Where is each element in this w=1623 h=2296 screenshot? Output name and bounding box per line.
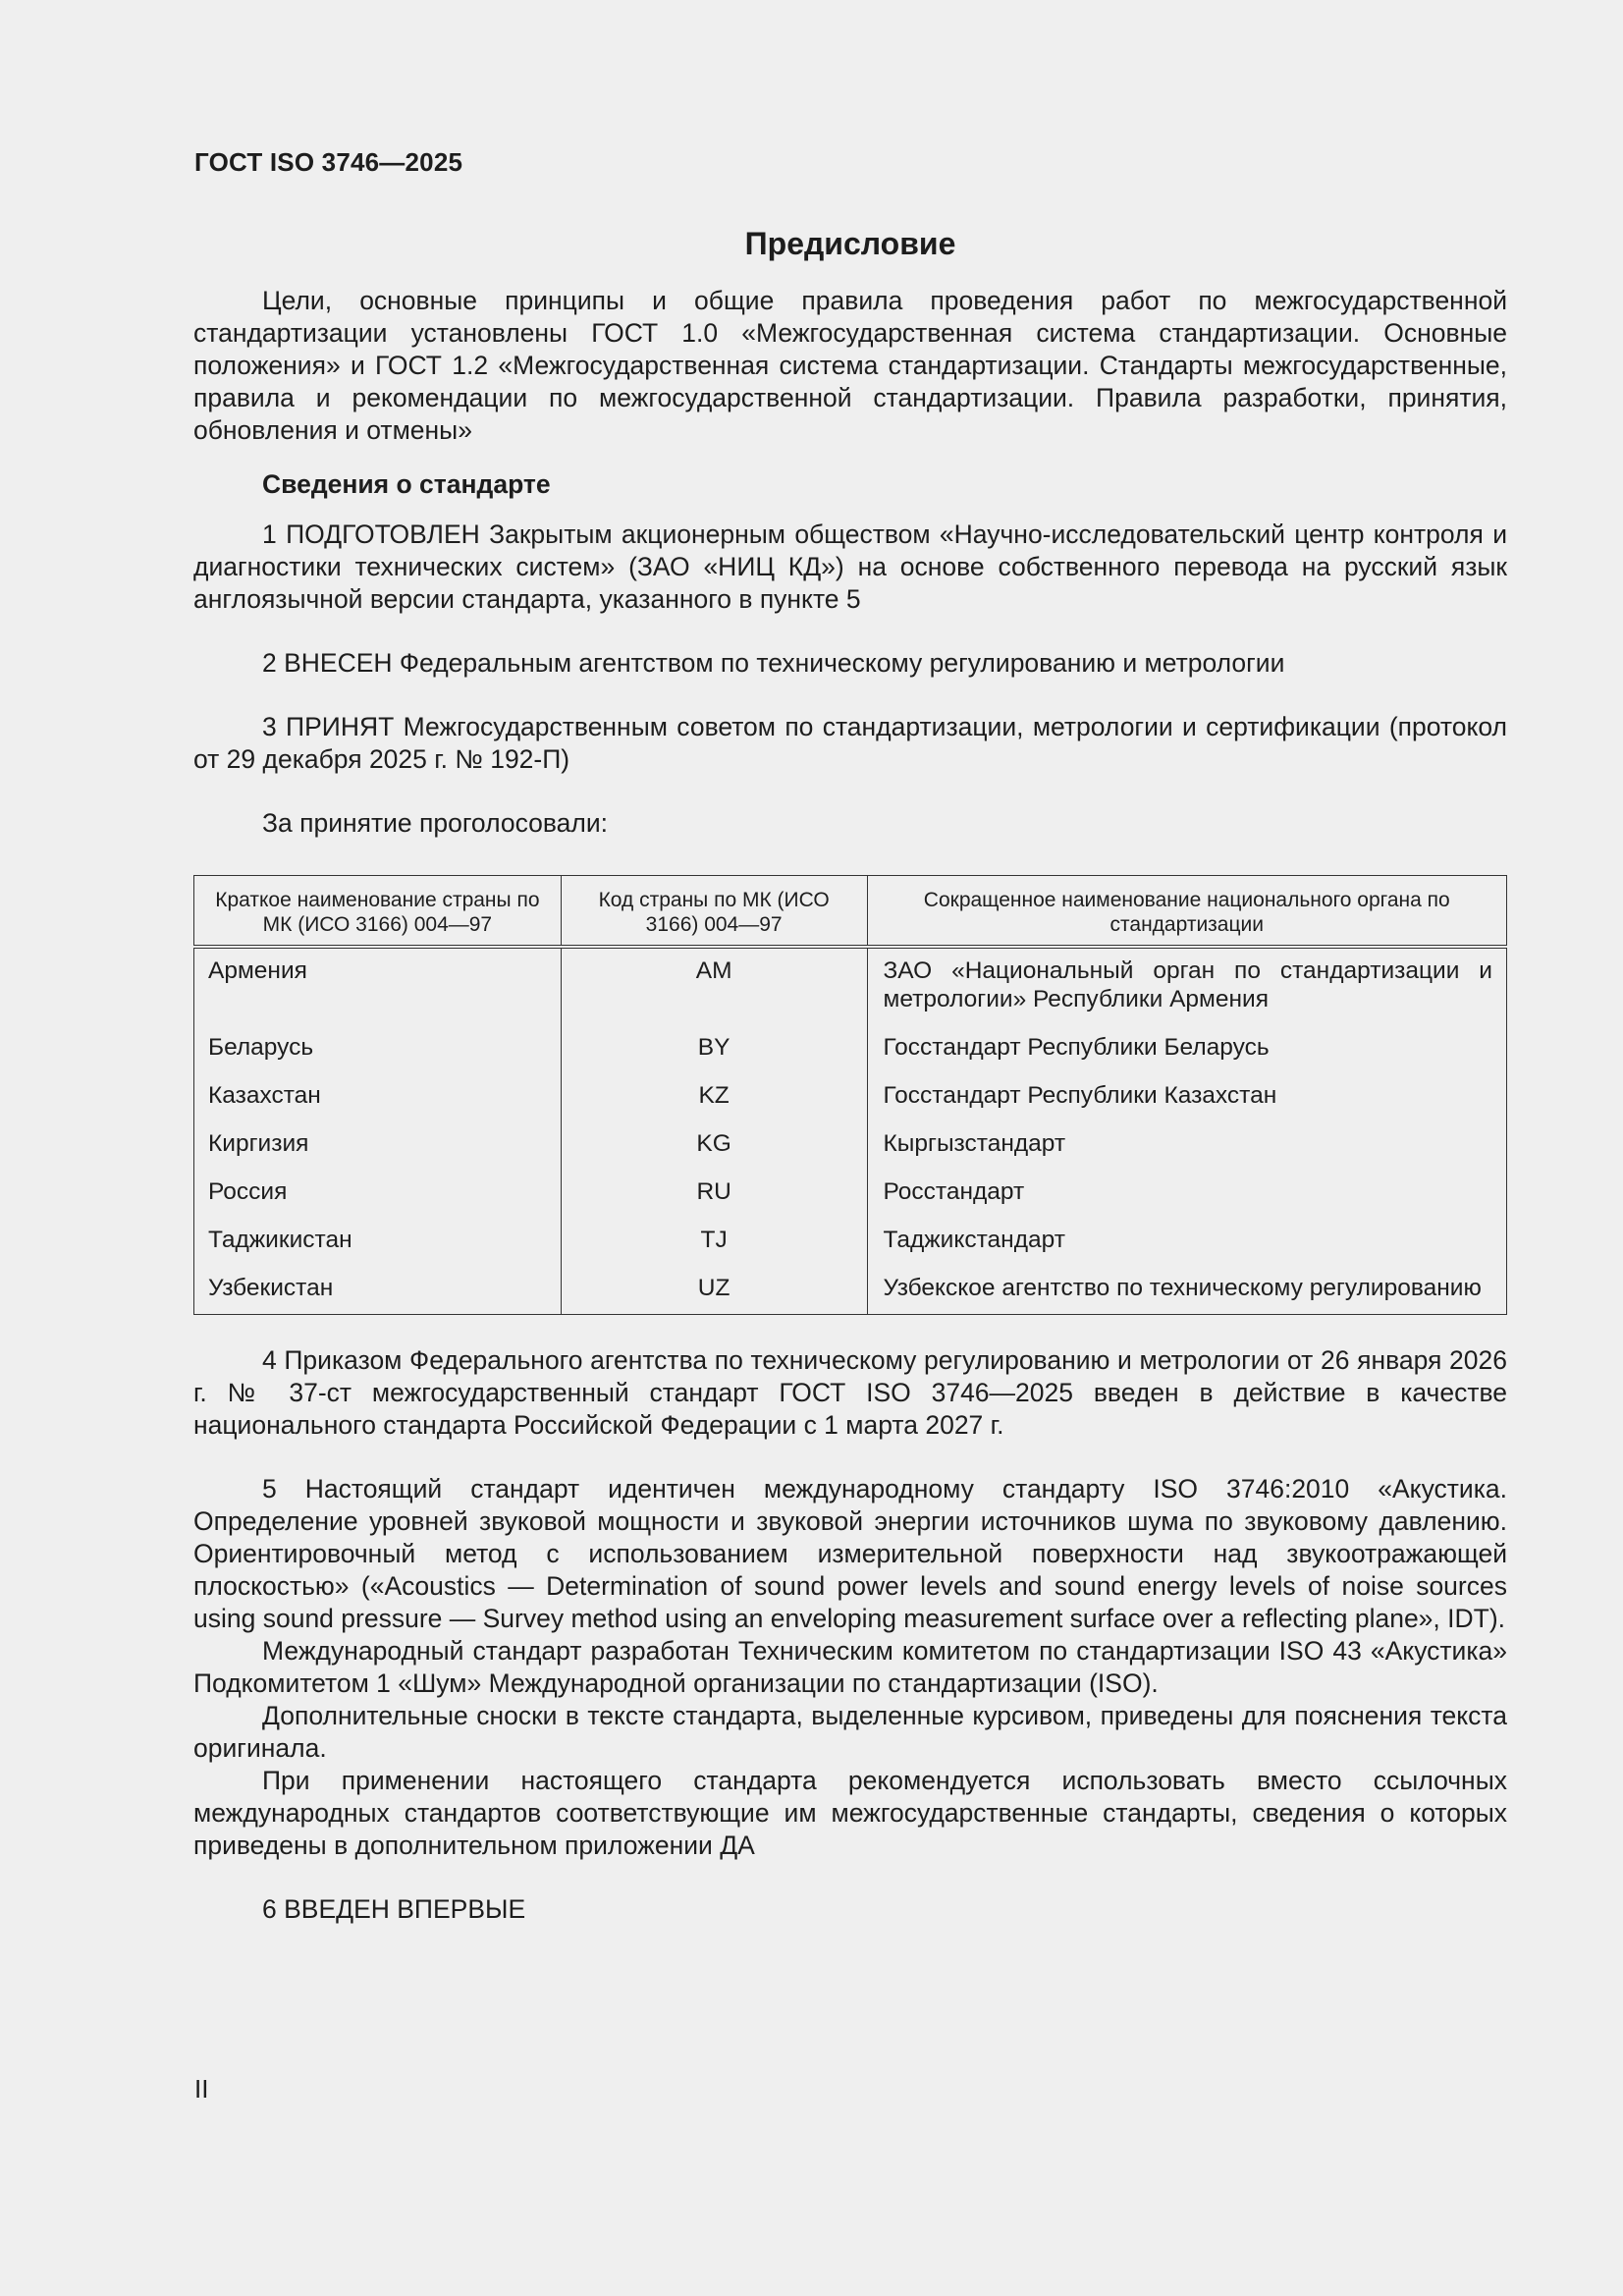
country-cell: Таджикистан	[194, 1218, 562, 1266]
item-5-footnotes-paragraph: Дополнительные сноски в тексте стандарта, выделенные курсивом, приведены для пояснения текста оригинала.	[193, 1701, 1507, 1763]
item-2-paragraph: 2 ВНЕСЕН Федеральным агентством по техническому регулированию и метрологии	[262, 648, 1285, 678]
voting-table	[193, 875, 1507, 1315]
item-6-paragraph: 6 ВВЕДЕН ВПЕРВЫЕ	[262, 1894, 526, 1924]
code-cell: TJ	[561, 1218, 867, 1266]
item-5-paragraph: 5 Настоящий стандарт идентичен международному стандарту ISO 3746:2010 «Акустика. Определение уровней звуковой мощности и звуковой энергии источников шума по звуковому давлению. Ориентировочный метод с использованием измерительной поверхности над звукоотражающей плоскостью» («Acoustics — Determination of sound power levels and sound energy levels of noise sources using sound pressure — Survey method using an enveloping measurement surface over a reflecting plane», IDT).	[193, 1474, 1507, 1633]
intro-paragraph: Цели, основные принципы и общие правила проведения работ по межгосударственной стандартизации установлены ГОСТ 1.0 «Межгосударственная система стандартизации. Основные положения» и ГОСТ 1.2 «Межгосударственная система стандартизации. Стандарты межгосударственные, правила и рекомендации по межгосударственной стандартизации. Правила разработки, принятия, обновления и отмены»	[193, 286, 1507, 445]
country-cell: Киргизия	[194, 1121, 562, 1170]
code-cell: UZ	[561, 1266, 867, 1315]
item-4-paragraph: 4 Приказом Федерального агентства по техническому регулированию и метрологии от 26 января 2026 г. № 37-ст межгосударственный стандарт ГОСТ ISO 3746—2025 введен в действие в качестве национального стандарта Российской Федерации с 1 марта 2027 г.	[193, 1345, 1507, 1440]
code-cell: KG	[561, 1121, 867, 1170]
country-cell: Армения	[194, 947, 562, 1025]
code-cell: RU	[561, 1170, 867, 1218]
table-row	[194, 1218, 1507, 1266]
org-cell: Узбекское агентство по техническому регулированию	[883, 1275, 1482, 1301]
page-number: II	[194, 2074, 209, 2104]
country-cell: Беларусь	[194, 1025, 562, 1073]
org-cell: Госстандарт Республики Казахстан	[883, 1082, 1277, 1109]
standard-info-heading: Сведения о стандарте	[262, 469, 551, 499]
table-row	[194, 947, 1507, 1025]
item-5-references-paragraph: При применении настоящего стандарта рекомендуется использовать вместо ссылочных международных стандартов соответствующие им межгосударственные стандарты, сведения о которых приведены в дополнительном приложении ДА	[193, 1766, 1507, 1860]
foreword-content	[193, 222, 1507, 1926]
item-1-paragraph: 1 ПОДГОТОВЛЕН Закрытым акционерным обществом «Научно-исследовательский центр контроля и диагностики технических систем» (ЗАО «НИЦ КД») на основе собственного перевода на русский язык англоязычной версии стандарта, указанного в пункте 5	[193, 519, 1507, 614]
document-header: ГОСТ ISO 3746—2025	[194, 147, 463, 177]
table-row	[194, 1073, 1507, 1121]
column-header-org: Сокращенное наименование национального органа по стандартизации	[867, 876, 1507, 948]
table-row	[194, 1121, 1507, 1170]
column-header-code: Код страны по МК (ИСО 3166) 004—97	[561, 876, 867, 948]
item-3-paragraph: 3 ПРИНЯТ Межгосударственным советом по стандартизации, метрологии и сертификации (протокол от 29 декабря 2025 г. № 192-П)	[193, 712, 1507, 774]
page-title: Предисловие	[744, 226, 956, 261]
org-cell: Кыргызстандарт	[883, 1130, 1066, 1157]
org-cell: Госстандарт Республики Беларусь	[883, 1034, 1270, 1061]
table-row	[194, 1170, 1507, 1218]
country-cell: Узбекистан	[194, 1266, 562, 1315]
table-row	[194, 1266, 1507, 1315]
table-header-row	[194, 876, 1507, 948]
item-5-committee-paragraph: Международный стандарт разработан Техническим комитетом по стандартизации ISO 43 «Акустика» Подкомитетом 1 «Шум» Международной организации по стандартизации (ISO).	[193, 1636, 1507, 1698]
org-cell: Росстандарт	[883, 1178, 1025, 1205]
org-cell: Таджикстандарт	[883, 1227, 1065, 1253]
code-cell: BY	[561, 1025, 867, 1073]
country-cell: Россия	[194, 1170, 562, 1218]
code-cell: AM	[561, 947, 867, 1025]
vote-label: За принятие проголосовали:	[262, 808, 609, 838]
column-header-country: Краткое наименование страны по МК (ИСО 3166) 004—97	[194, 876, 562, 948]
country-cell: Казахстан	[194, 1073, 562, 1121]
table-row	[194, 1025, 1507, 1073]
code-cell: KZ	[561, 1073, 867, 1121]
org-cell: ЗАО «Национальный орган по стандартизации и метрологии» Республики Армения	[883, 957, 1492, 1012]
